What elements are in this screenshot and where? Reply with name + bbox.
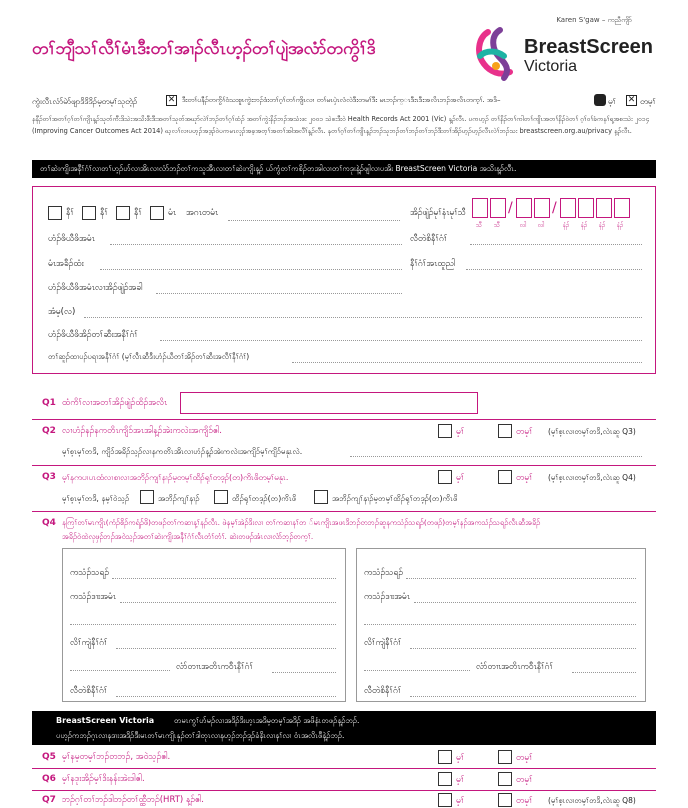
q3-sub-text: မ့ၢ်စ့ၤမ့ၢ်တဒိ, နမ့ၢ်ဝဲသ့ၣ် xyxy=(62,494,130,503)
gp1-phone-line[interactable] xyxy=(116,696,336,697)
q3-opt3-checkbox[interactable] xyxy=(314,490,328,504)
gp1-clinic-line[interactable] xyxy=(120,602,336,603)
given-name-label: မံၤအခီၣ်ထံး xyxy=(48,259,84,269)
gp1-doctor-line[interactable] xyxy=(112,578,336,579)
intro-line1b: ဒီးတၢ်ပနီၣ်တကွိၢ်ဝံသးစူၤကွဲးဘၣ်ဒံးတၢ်ဂ့ၢ်တၢ်ကျိၤလၢ တၢ်မၤပှဲၤလံလဲဒီးတမၢ်ဒီး မၤဘၣ်က္ၤဒီးၤဒီးအလိၤဘၣ်အလိၤတက့ၢ်. အဒိ– xyxy=(182,96,501,104)
q7-no-checkbox[interactable] xyxy=(498,793,512,807)
q3-yes-checkbox[interactable] xyxy=(438,470,452,484)
breastscreen-logo xyxy=(470,26,660,82)
gp2-blank-line[interactable] xyxy=(364,624,636,625)
q6-number: Q6 xyxy=(42,774,56,784)
q7-skip-note: (မ့ၢ်စ့ၤလၢတမ့ၢ်တဒိ,လဲၤဆူ Q8) xyxy=(548,796,636,805)
q2-no-label: တမ့ၢ် xyxy=(516,427,533,437)
medicare-label: တၢ်ဆူၣ်ထၢပၣ်ပရၢအနီၢ်ဂံၢ် (မ့ၢ်လီၤဆီဒီးဟံၣ်ယီတၢ်အိၣ်တၢ်ဆီးအလီၢ်နီၢ်ဂံၢ်) xyxy=(48,352,250,361)
q3-skip-note: (မ့ၢ်စ့ၤလၢတမ့ၢ်တဒိ,လဲၤဆူ Q4) xyxy=(548,473,636,482)
q5-no-checkbox[interactable] xyxy=(498,750,512,764)
home-phone-label: နီၢ်ဂံၢ်အၤထူညါ xyxy=(410,259,456,269)
gp2-postcode-label: လံာ်တၢၤအတိၤကဝီၤနီၢ်ဂံၢ် xyxy=(476,662,554,672)
q5-number: Q5 xyxy=(42,752,56,762)
dob-day-2[interactable] xyxy=(490,198,506,218)
q1-input-box[interactable] xyxy=(180,392,478,414)
dob-unit-3: လါ xyxy=(520,222,527,229)
q3-opt3-label: အဘိၣ်ကျၢ်နၢၣ်မ့တမ့ၢ်ထိၣ်ရုၢ်တဒ့ၣ်(တ)ကိၤဖိ xyxy=(332,494,458,503)
q2-no-checkbox[interactable] xyxy=(498,424,512,438)
intro-line1: ကွဲးလီၤလံာ်မဲာ်ဖျာဒိဒိဒိၣ်မ့တမ့ၢ်သုတဲ့ၣ် xyxy=(32,97,138,106)
gp1-phone-label: လီတဲစိနီၢ်ဂံၢ် xyxy=(70,686,108,696)
divider-q6 xyxy=(32,790,656,791)
q2-sub-text: မ့ၢ်စ့ၤမ့ၢ်တဒိ, ကျိၥ်အခိၣ်သ့ၣ်လၢနကတိၤအိၤလၢဟံၣ်န့ၣ်အဲးကလဲးအကျိၥ်မ့ၢ်ကျိၥ်မနုၤလဲ. xyxy=(62,447,303,456)
dob-unit-2: သီ xyxy=(494,222,500,229)
previous-name-line[interactable] xyxy=(156,293,402,294)
address-line[interactable] xyxy=(160,340,642,341)
clinical-notice-bar xyxy=(32,711,656,745)
dob-day-1[interactable] xyxy=(472,198,488,218)
q3-opt2-label: ထိၣ်ရုၢ်တဒ့ၣ်(တ)ကိၤဖိ xyxy=(232,494,297,503)
gp1-blank-line[interactable] xyxy=(70,624,336,625)
q5-yes-label: မ့ၢ် xyxy=(456,753,465,763)
example-yes-label: မ့ၢ် xyxy=(608,97,616,106)
family-name-line[interactable] xyxy=(110,244,402,245)
q2-yes-label: မ့ၢ် xyxy=(456,427,465,437)
gp2-phone-line[interactable] xyxy=(410,696,636,697)
q3-opt1-checkbox[interactable] xyxy=(140,490,154,504)
gp1-postcode-line[interactable] xyxy=(272,672,336,673)
dob-month-2[interactable] xyxy=(534,198,550,218)
logo-text-breastscreen: BreastScreen xyxy=(524,36,653,58)
title-checkbox-1[interactable] xyxy=(48,206,62,220)
dob-unit-8: နံၣ် xyxy=(617,222,624,229)
q3-opt2-checkbox[interactable] xyxy=(214,490,228,504)
gp2-phone-label: လီတဲစိနီၢ်ဂံၢ် xyxy=(364,686,402,696)
q3-opt1-label: အဘိၣ်ကျၢ်နၢၣ် xyxy=(158,494,200,503)
dob-year-4[interactable] xyxy=(614,198,630,218)
q6-no-checkbox[interactable] xyxy=(498,772,512,786)
email-line[interactable] xyxy=(84,317,642,318)
example-no-label: တမ့ၢ် xyxy=(640,97,656,106)
title-checkbox-2[interactable] xyxy=(82,206,96,220)
title-option-1: နီၢ် xyxy=(66,208,74,218)
contact-notice-bar xyxy=(32,160,656,178)
q1-text: ထံကိၢ်လၢအတၢ်အိၣ်ဖျဲၣ်ထိၣ်အလိၤ xyxy=(62,398,168,408)
clinical-notice-line1: တမၤကွၢ်ဟ်မၣ်လၢအဒိၣ်ဒိးဟ့ၤအဒိမ့တမ့ၢ်အဒိၣ် အဖိနံၤတဖၣ်န့ၣ်ဘၣ်. xyxy=(174,716,360,725)
q4-line2: အခိၣ်ဝဲထဲလုဖှၣ်ဘၣ်အဝဲသ့ၣ်အတၢ်ဆဲးကျိးအနီၢ်ဂံၢ်လီၤတံၢ်တံၢ်. ဆဲးတဖၣ်အံၤလၢလံာ်ဘ့ၣ်တက့ၢ်. xyxy=(62,532,314,541)
q2-number: Q2 xyxy=(42,426,56,436)
logo-text-victoria: Victoria xyxy=(524,58,578,75)
gp2-postcode-line[interactable] xyxy=(572,672,636,673)
language-tag: Karen S'gaw – ကညီကျိာ် xyxy=(556,16,632,24)
title-checkbox-3[interactable] xyxy=(116,206,130,220)
mobile-label: လီတဲစိနီၢ်ဂံၢ် xyxy=(410,234,448,244)
gp2-doctor-label: ကသံၣ်သရၣ် xyxy=(364,568,404,578)
q7-number: Q7 xyxy=(42,795,56,805)
gp1-clinic-label: ကသံၣ်ဒၢးအမံၤ xyxy=(70,592,116,602)
dob-year-2[interactable] xyxy=(578,198,594,218)
dob-unit-4: လါ xyxy=(538,222,545,229)
gp2-address-label: လိၢ်ကျဲနီၢ်ဂံၢ် xyxy=(364,638,402,648)
dob-year-3[interactable] xyxy=(596,198,612,218)
clinical-notice-line2: ပဟ့ၣ်ကဘၣ်ဂ့ၤလၢနဒၢးအဒိၣ်ဒီးမၤတၢ်မၤကျိၤနုၣ်တၢ်ဒါတုၤလၢနဟ့ၣ်ဘၣ်ဒ့ၣ်ခံနိၤလၢနၢ်လၢ ဝံၤအလိၤဖီနဲ့ၣ်ဘၣ်. xyxy=(56,731,345,740)
dob-year-1[interactable] xyxy=(560,198,576,218)
dob-month-1[interactable] xyxy=(516,198,532,218)
gp2-doctor-line[interactable] xyxy=(406,578,636,579)
title-option-3: နီၢ် xyxy=(134,208,142,218)
title-option-4: မံၤ xyxy=(168,208,177,218)
address-label: ဟံၣ်ဖိယီဖိအိၣ်တၢ်ဆီးအနီၢ်ဂံၢ် xyxy=(48,330,138,340)
gp1-address-label: လိၢ်ကျဲနီၢ်ဂံၢ် xyxy=(70,638,108,648)
q7-yes-label: မ့ၢ် xyxy=(456,796,465,806)
mobile-line[interactable] xyxy=(470,244,642,245)
q7-text: ဘၣ်ဂ့ၢ်တၢ်ဘၣ်ဒါဘၣ်တၢ်ထ္ထီဘၣ်(HRT) န့ၣ်ဧါ. xyxy=(62,795,205,805)
dob-unit-1: သီ xyxy=(476,222,482,229)
dob-slash-1: / xyxy=(508,200,513,216)
q2-skip-note: (မ့ၢ်စ့ၤလၢတမ့ၢ်တဒိ,လဲၤဆူ Q3) xyxy=(548,427,636,436)
q6-yes-checkbox[interactable] xyxy=(438,772,452,786)
title-other-label: အဂၤတမံၤ xyxy=(186,208,219,218)
q3-number: Q3 xyxy=(42,472,56,482)
q5-yes-checkbox[interactable] xyxy=(438,750,452,764)
q6-no-label: တမ့ၢ် xyxy=(516,775,533,785)
q1-number: Q1 xyxy=(42,398,56,408)
q2-yes-checkbox[interactable] xyxy=(438,424,452,438)
title-checkbox-4[interactable] xyxy=(150,206,164,220)
q3-text: မ့ၢ်နကပၢပၤထံလၢစၢလၢအဘိၣ်ကျၢ်နၢၣ်မ့တမ့ၢ်ထိၣ်ရုၢ်တဒ့ၣ်(တ)ကိၤဖိတမ့ၢ်မနုၤ. xyxy=(62,473,289,482)
dob-unit-5: နံၣ် xyxy=(563,222,570,229)
q2-sub-line[interactable] xyxy=(350,456,642,457)
gp2-clinic-label: ကသံၣ်ဒၢးအမံၤ xyxy=(364,592,410,602)
privacy-paragraph: နနီၣ်တၢ်အတၢ်ဂ့ၢ်တၢ်ကျိၤန့ၣ်သုတ်ကီးဒိသဲးအသိးဖီးဒီးအတၢ်သုတ်အဃုာ်လဲၢ်ဘၣ်တၢ်ဂ့ၢ်ထံၣ် အတၢ်ကွဲးနိၣ်ဘၣ်အသံးဖး ၂၀၀၁ သဲစးဒီးဝဲ Health Records Act 2001 (Vic) န့ၣ်လီၤ. ပကဟ့ၣ် တၢ်နိၣ်တၢ်ကါတၢ်ကျိၤအတၢ်နိၣ်ဝဲတၢ် ဂ့ၢ်ဝၢ်ခံကနၢ်ရ့အစးသဲး ၂၀၁၄ (Improving Cancer Outcomes Act 2014) ဃ့လၢ်လၢပဟ့ၣ်အဒ့ၣ်ဝဲပကမၤလုၣ်အခ့အတ့ၢ်အတၢ်အါအလီၢ်န့ၣ်လီၤ. နတၢ်ဂ့ၢ်တၢ်ကျိၤန့ၣ်ဘၣ်သုဘၣ်တၢ်ဘၣ်တၢ်ဘၣ်ဒီးတၢ်အိၣ်ဟ့ၣ်ဟ့ၣ်လီၤလဲၢ်ဘၣ်သး breastscreen.org.au/privacy န့ၣ်လီၤ. xyxy=(32,115,650,135)
q5-no-label: တမ့ၢ် xyxy=(516,753,533,763)
q7-yes-checkbox[interactable] xyxy=(438,793,452,807)
divider-q1 xyxy=(32,419,656,420)
q6-text: မ့ၢ်နဒုးအိၣ်မ့ၢ်ဒိးနန်းအဲးဒါဧါ. xyxy=(62,774,145,784)
gp1-doctor-label: ကသံၣ်သရၣ် xyxy=(70,568,110,578)
home-phone-line[interactable] xyxy=(466,269,642,270)
q6-yes-label: မ့ၢ် xyxy=(456,775,465,785)
dob-label: အိၣ်ဖျဲၣ်မုၢ်နံၤမုၢ်သီ xyxy=(410,208,467,218)
clinical-notice-brand: BreastScreen Victoria xyxy=(56,716,155,725)
q3-no-checkbox[interactable] xyxy=(498,470,512,484)
previous-name-label: ဟံၣ်ဖိယီဖိအမံၤလၢအိၣ်ဖျဲၣ်အခါ xyxy=(48,283,143,293)
family-name-label: ဟံၣ်ဖိယီဖိအမံၤ xyxy=(48,234,95,244)
title-option-2: နီၢ် xyxy=(100,208,108,218)
gp2-address-line-2[interactable] xyxy=(364,670,470,671)
q2-text: လၢဟံၣ်နၣ်နကတိၤကျိၥ်အၤအါန့ၣ်အဲးကလဲးအကျိၥ်ဧါ. xyxy=(62,426,222,436)
gp2-address-line[interactable] xyxy=(410,648,636,649)
medicare-line[interactable] xyxy=(292,362,642,363)
q3-yes-label: မ့ၢ် xyxy=(456,473,465,483)
q7-no-label: တမ့ၢ် xyxy=(516,796,533,806)
example-scribble-icon xyxy=(594,94,606,106)
divider-q3 xyxy=(32,511,656,512)
dob-unit-7: နံၣ် xyxy=(599,222,606,229)
q4-line1: နကြၢ်တၢ်မၤကျိၤ(ကံၣ်စိၣ်ကရံၣ်ဖိ)တဖၣ်တၢ်ကဆၢန့ၢ်နၣ်လီၤ. ဖဲနမ့ၢ်အဲၣ်ဒိးလၢ တၢ်ကဆၢနၢ်တ ်မၤကျိၤအဖၤဒိဘၣ်တဘၣ်ဆူနကသံၣ်သရၣ်(တဖၣ်)တမ့ၢ်နၣ်အကသံၣ်သရၣ်လီၤဆီအခိၣ် xyxy=(62,518,541,527)
example-checkbox-x-2: ✕ xyxy=(627,95,636,105)
title-other-line[interactable] xyxy=(228,220,400,221)
q5-text: မ့ၢ်နမ့တမ့ၢ်ဘၣ်တဘၣ်, အဝဲသ့ၣ်ဧါ. xyxy=(62,752,171,762)
divider-q2 xyxy=(32,465,656,466)
divider-q5 xyxy=(32,768,656,769)
form-title: တၢ်ဘျီသၢ်လီၢ်မံၤဒီးတၢ်အၢၣ်လီၤဟ့ၣ်တၢ်ပျဲအလံာ်တကွိၢ်ဒိ xyxy=(32,39,376,59)
contact-notice-text: တၢ်ဆဲးကျိးအနီၢ်ဂံၢ်လၢတၢ်ဟ့ၣ်ဟ်လၢအိၤလၢလံာ်ဘၣ်တၢ်ကသူအီၤလၢတၢ်ဆဲးကျိးန့ၣ် ယ်ကွံတၢ်ကစိၣ်တအါလၢတၢ်ကဒုးနဲ့ၣ်ဖျါလၢပအိး BreastScreen Victoria အသိးန့ၣ်လီၤ. xyxy=(40,164,517,173)
email-label: အံမ့(လ) xyxy=(48,307,76,317)
given-name-line[interactable] xyxy=(100,269,402,270)
q4-number: Q4 xyxy=(42,518,56,528)
gp1-postcode-label: လံာ်တၢၤအတိၤကဝီၤနီၢ်ဂံၢ် xyxy=(176,662,254,672)
dob-slash-2: / xyxy=(552,200,557,216)
gp2-clinic-line[interactable] xyxy=(414,602,636,603)
dob-unit-6: နံၣ် xyxy=(581,222,588,229)
example-checkbox-x: ✕ xyxy=(167,95,176,105)
ribbon-logo-icon xyxy=(470,26,518,80)
gp1-address-line[interactable] xyxy=(116,648,336,649)
gp1-address-line-2[interactable] xyxy=(70,670,170,671)
q3-no-label: တမ့ၢ် xyxy=(516,473,533,483)
